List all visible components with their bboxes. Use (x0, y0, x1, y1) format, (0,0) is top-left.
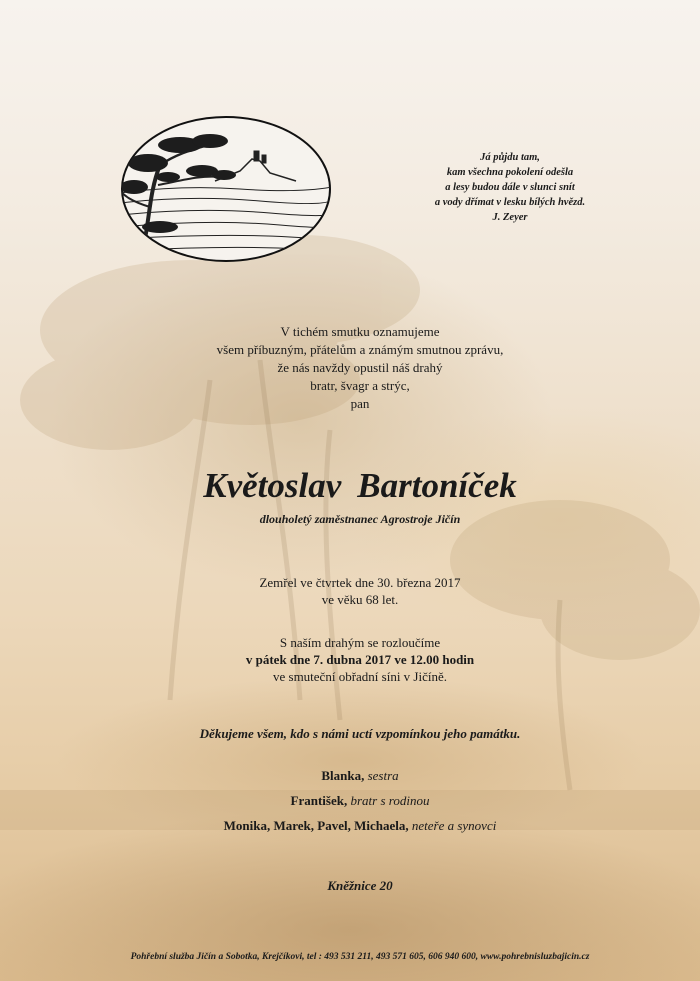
poem-author: J. Zeyer (492, 212, 528, 223)
mourners-list (100, 763, 620, 838)
funeral-info (150, 634, 570, 685)
mourner-entry (100, 763, 620, 788)
poem-line: a vody dřímat v lesku bílých hvězd. (434, 197, 586, 208)
landscape-vignette (120, 115, 332, 263)
mourner-entry (100, 788, 620, 813)
mourner-entry (100, 813, 620, 838)
announcement-line: pan (350, 396, 370, 411)
mourner-relation: sestra (367, 768, 399, 783)
poem-line: Já půjdu tam, (480, 152, 540, 163)
family-address: Kněžnice 20 (327, 878, 393, 893)
announcement-text (150, 323, 570, 413)
death-age: ve věku 68 let. (321, 592, 399, 607)
mourner-relation: neteře a synovci (411, 818, 497, 833)
poem-line: a lesy budou dále v slunci snít (445, 182, 575, 193)
mourner-names: František, (290, 793, 348, 808)
mourner-relation: bratr s rodinou (350, 793, 430, 808)
poem-line: kam všechna pokolení odešla (446, 167, 574, 178)
funeral-intro: S naším drahým se rozloučíme (279, 635, 441, 650)
deceased-occupation: dlouholetý zaměstnanec Agrostroje Jičín (259, 512, 461, 526)
death-date: Zemřel ve čtvrtek dne 30. března 2017 (259, 575, 461, 590)
poem-quote (385, 150, 635, 225)
mourner-names: Blanka, (321, 768, 365, 783)
funeral-datetime: v pátek dne 7. dubna 2017 ve 12.00 hodin (245, 652, 475, 667)
funeral-service-footer: Pohřební služba Jičín a Sobotka, Krejčíkovi, tel : 493 531 211, 493 571 605, 606 940 600, www.pohrebnisluzbajicin.cz (130, 952, 590, 962)
funeral-venue: ve smuteční obřadní síni v Jičíně. (272, 669, 448, 684)
death-info (150, 574, 570, 608)
announcement-line: že nás navždy opustil náš drahý (277, 360, 443, 375)
mourner-names: Monika, Marek, Pavel, Michaela, (223, 818, 409, 833)
announcement-line: všem příbuzným, přátelům a známým smutnou zprávu, (216, 342, 504, 357)
deceased-last-name: Bartoníček (357, 466, 517, 505)
announcement-line: bratr, švagr a strýc, (310, 378, 410, 393)
deceased-name (100, 466, 620, 506)
thanks-text: Děkujeme všem, kdo s námi uctí vzpomínkou jeho památku. (199, 726, 521, 741)
deceased-first-name: Květoslav (203, 466, 342, 505)
announcement-line: V tichém smutku oznamujeme (280, 324, 440, 339)
